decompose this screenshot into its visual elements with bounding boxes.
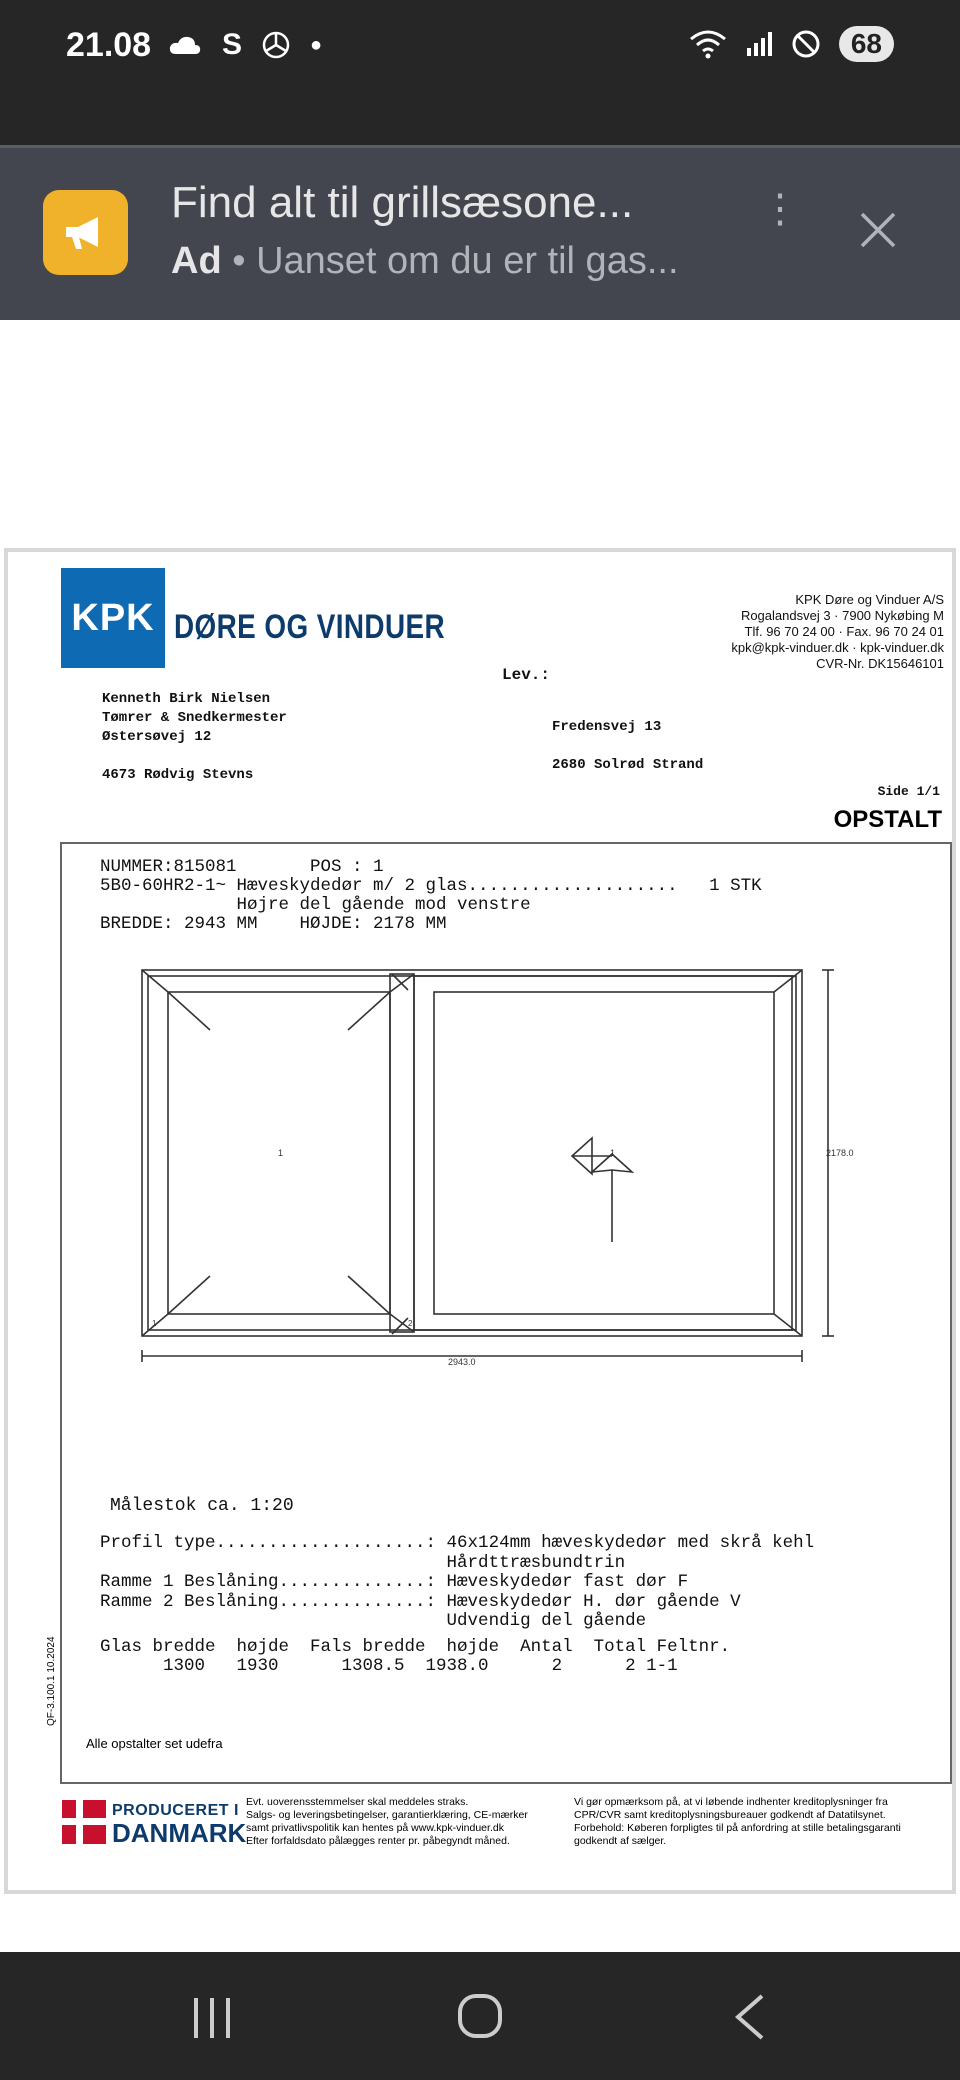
elevation-note: Alle opstalter set udefra <box>86 1736 223 1751</box>
close-icon[interactable] <box>858 210 898 250</box>
delivery-label: Lev.: <box>502 666 551 684</box>
navigation-bar <box>0 1952 960 2080</box>
document-viewer[interactable] <box>4 548 956 1894</box>
height-dimension: 2178.0 <box>826 1148 854 1158</box>
clock: 21.08 <box>66 26 152 64</box>
footer-credit-notice: Vi gør opmærksom på, at vi løbende indhenter kreditoplysninger fra CPR/CVR samt kreditoplysningsbureauer godkendt af Datatilsynet. Forbehold: Køberen forpligtes til på anfordring at stille betalingsgaranti godkendt af sælger. <box>574 1796 901 1847</box>
item-header: NUMMER:815081 POS : 1 5B0-60HR2-1~ Hæveskydedør m/ 2 glas.................... 1 STK Højre del gående mod venstre BREDDE: 2943 MM HØJDE: 2178 MM <box>100 857 762 934</box>
kpk-logo: KPK <box>61 568 165 668</box>
status-bar <box>0 0 960 145</box>
mercedes-icon <box>262 31 290 59</box>
back-icon[interactable] <box>732 1994 768 2040</box>
danish-flag-icon <box>62 1800 106 1844</box>
dot-icon: ● <box>310 33 323 56</box>
delivery-address: Fredensvej 13 2680 Solrød Strand <box>552 719 704 773</box>
megaphone-icon <box>43 190 128 275</box>
home-icon[interactable] <box>456 1992 504 2040</box>
signal-icon <box>745 30 773 58</box>
company-info: KPK Døre og Vinduer A/S Rogalandsvej 3 · 7900 Nykøbing M Tlf. 96 70 24 00 · Fax. 96 70 24 01 kpk@kpk-vinduer.dk · kpk-vinduer.dk CVR-Nr. DK15646101 <box>731 592 944 671</box>
ad-label: Ad <box>171 240 222 282</box>
glass-table-header: Glas bredde højde Fals bredde højde Antal Total Feltnr. <box>100 1637 731 1657</box>
more-options-icon[interactable]: ⋮ <box>760 187 800 231</box>
door-drawing <box>102 964 922 1484</box>
elevation-frame <box>46 842 952 1784</box>
page-indicator: Side 1/1 <box>877 784 940 799</box>
customer-address: Kenneth Birk Nielsen Tømrer & Snedkermester Østersøvej 12 4673 Rødvig Stevns <box>102 691 287 783</box>
s-icon: S <box>222 28 243 61</box>
corner-label-a: 1 <box>152 1319 157 1328</box>
profile-properties: Profil type....................: 46x124mm hæveskydedør med skrå kehl Hårdttræsbundtrin Ramme 1 Beslåning..............: Hæveskydedør fast dør F Ramme 2 Beslåning..............: Hæveskydedør H. dør gående V Udvendig del gående <box>100 1533 815 1631</box>
cloud-icon <box>168 34 202 56</box>
glass-table-row: 1300 1930 1308.5 1938.0 2 2 1-1 <box>100 1656 678 1676</box>
glass-table <box>100 1638 730 1676</box>
width-dimension: 2943.0 <box>448 1357 476 1367</box>
page-heading: OPSTALT <box>833 806 942 833</box>
corner-label-b: 2 <box>408 1319 413 1328</box>
footer-terms: Evt. uoverensstemmelser skal meddeles straks. Salgs- og leveringsbetingelser, garantierklæring, CE-mærker samt privatlivspolitik kan hentes på www.kpk-vinduer.dk Efter forfaldsdato pålægges renter pr. påbegyndt måned. <box>246 1796 528 1847</box>
dnd-icon <box>791 29 821 59</box>
ad-banner[interactable] <box>0 145 960 320</box>
panel-right-label: 1 <box>610 1148 616 1158</box>
panel-left-label: 1 <box>278 1148 284 1158</box>
battery-indicator: 68 <box>839 26 894 62</box>
produced-in-denmark-logo: PRODUCERET I DANMARK <box>62 1800 246 1844</box>
wifi-icon <box>689 29 727 59</box>
document-code: QF-3.100.1 10.2024 <box>46 1636 57 1726</box>
ad-subtitle: Ad • Uanset om du er til gas... <box>171 240 679 282</box>
logo-text: DØRE OG VINDUER <box>174 608 446 646</box>
recent-apps-icon[interactable] <box>190 1996 234 2040</box>
ad-title[interactable]: Find alt til grillsæsone... <box>171 178 634 227</box>
document-page <box>8 552 952 1890</box>
scale-label: Målestok ca. 1:20 <box>110 1496 294 1516</box>
